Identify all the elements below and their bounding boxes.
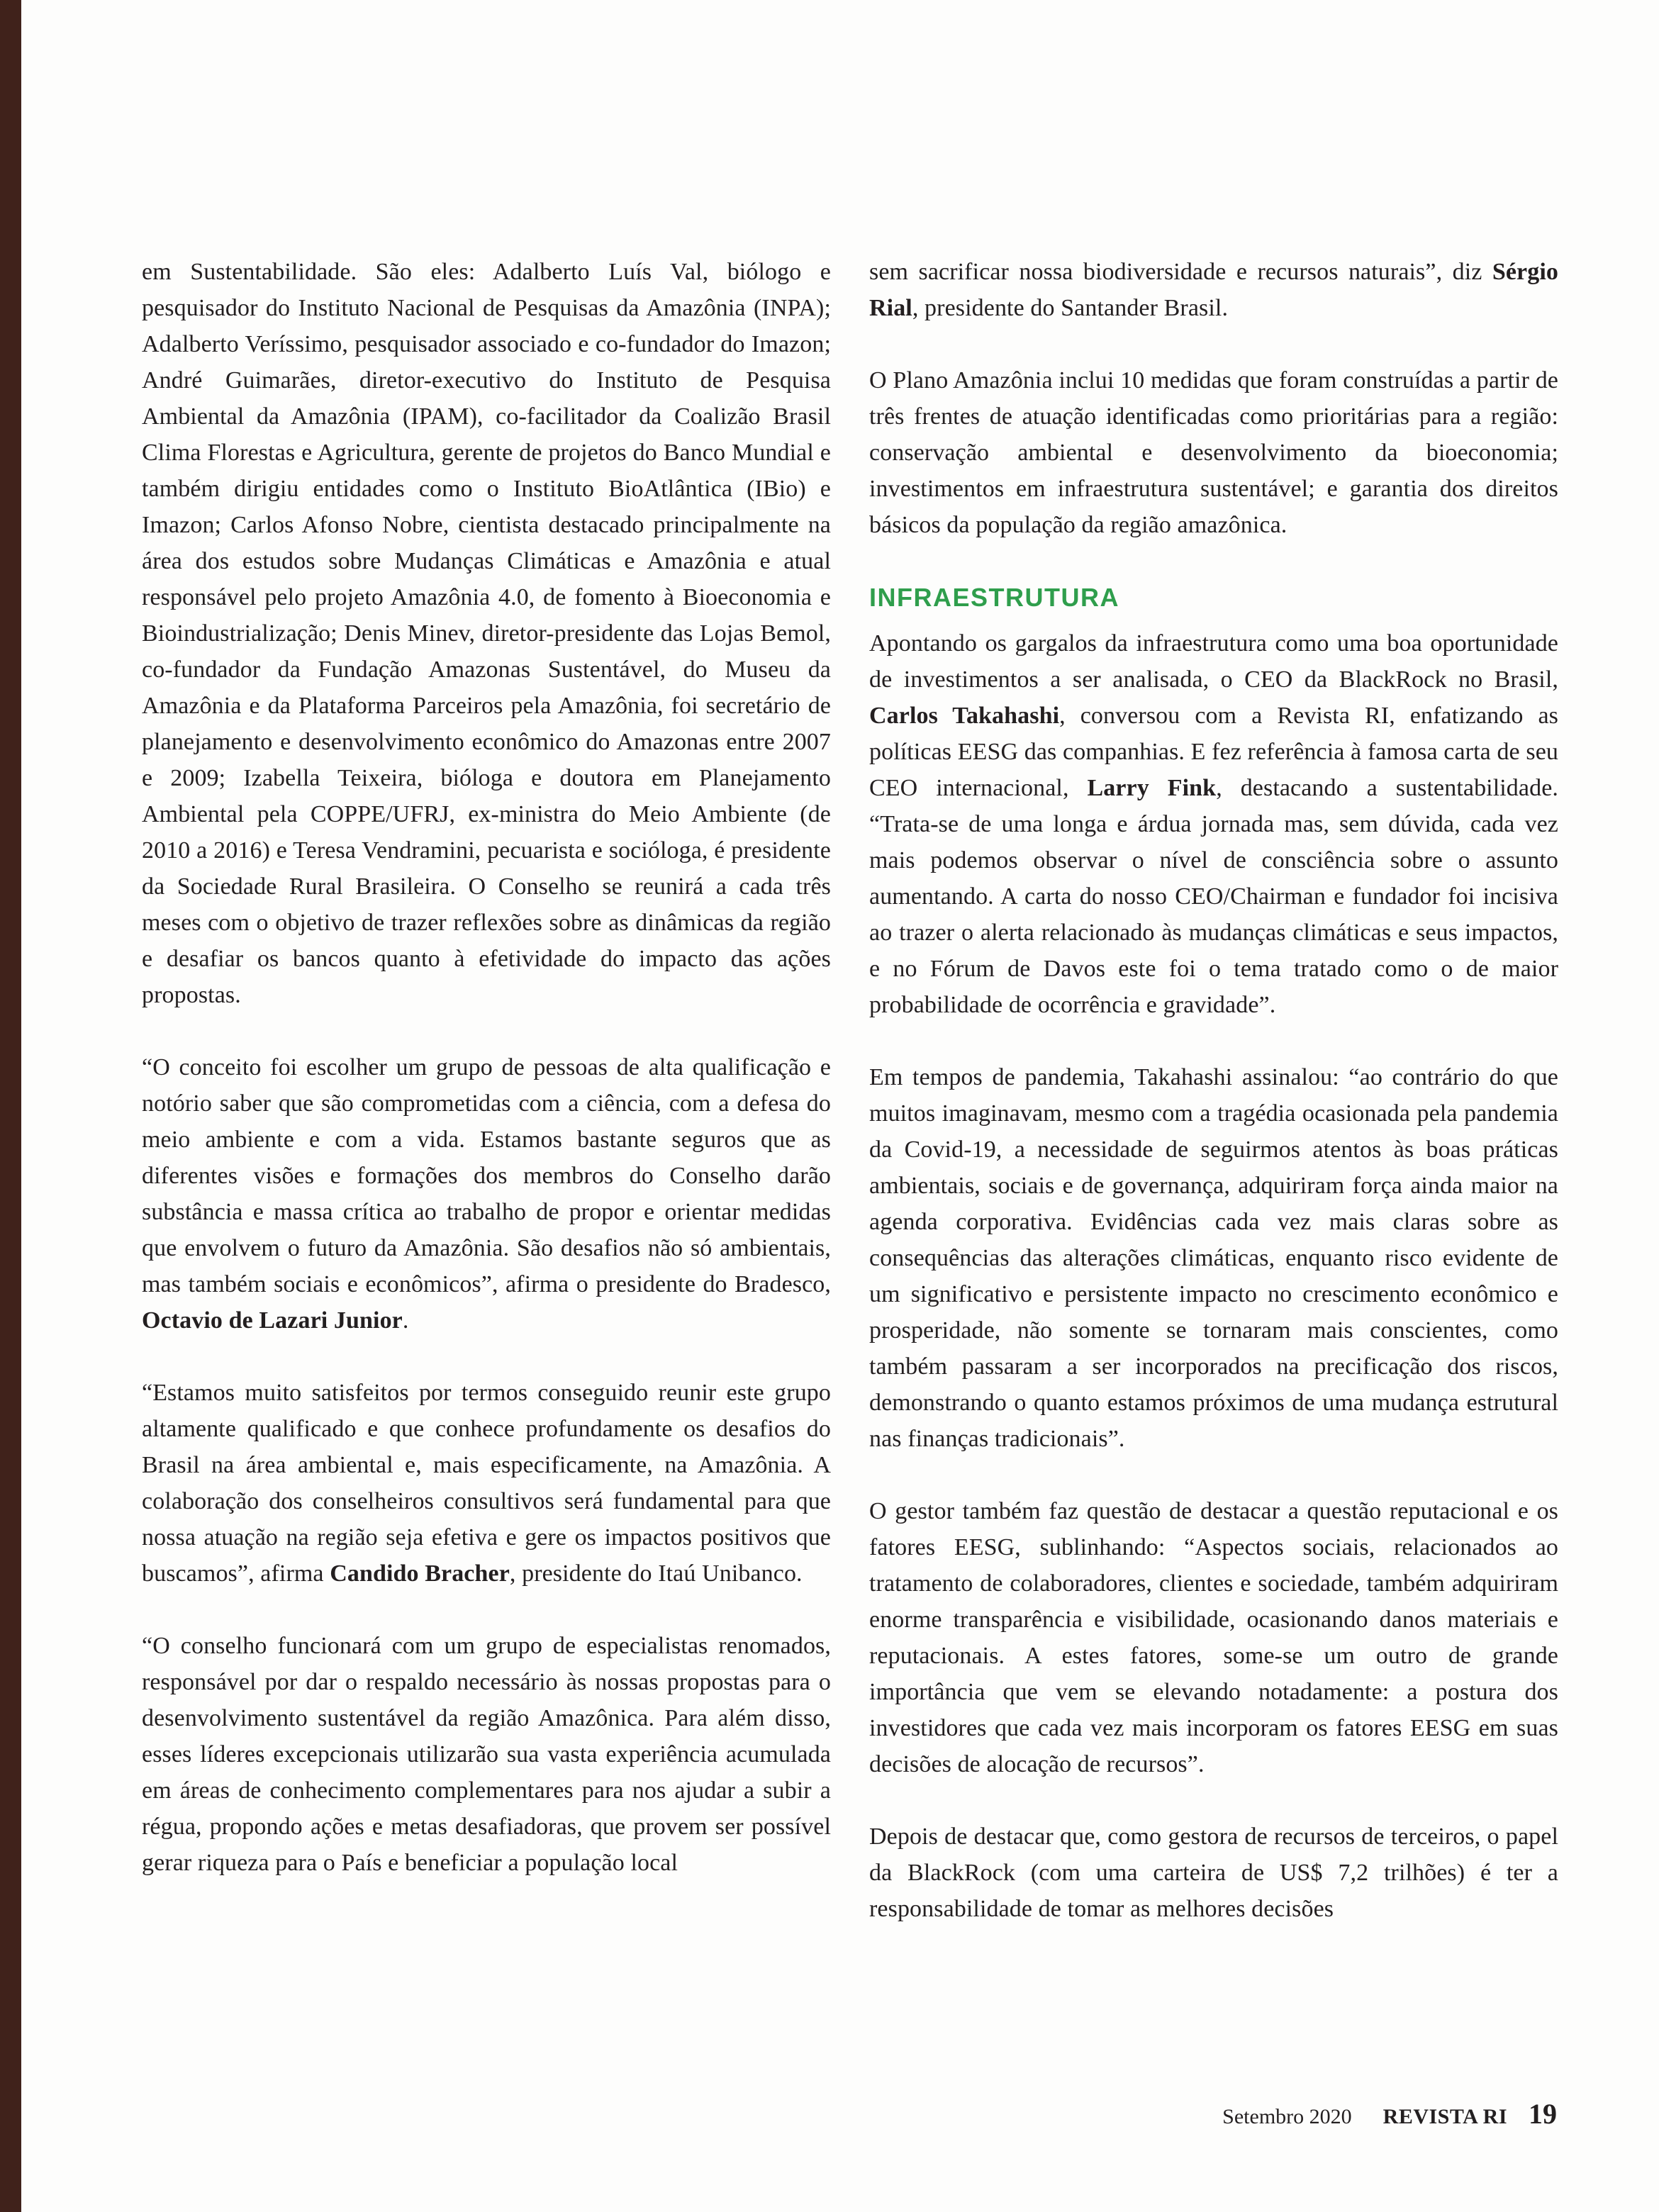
footer-date: Setembro 2020: [1222, 2105, 1352, 2128]
section-heading-infraestrutura: INFRAESTRUTURA: [869, 583, 1119, 612]
text-column-left: [142, 254, 831, 1881]
footer-page-number: 19: [1529, 2098, 1557, 2130]
paragraph: em Sustentabilidade. São eles: Adalberto Luís Val, biólogo e pesquisador do Instituto Nacional de Pesquisas da Amazônia (INPA); Adalberto Veríssimo, pesquisador associado e co-fundador do Imazon; André Guimarães, diretor-executivo do Instituto de Pesquisa Ambiental da Amazônia (IPAM), co-facilitador da Coalizão Brasil Clima Florestas e Agricultura, gerente de projetos do Banco Mundial e também dirigiu entidades como o Instituto BioAtlântica (IBio) e Imazon; Carlos Afonso Nobre, cientista destacado principalmente na área dos estudos sobre Mudanças Climáticas e Amazônia e atual responsável pelo projeto Amazônia 4.0, de fomento à Bioeconomia e Bioindustrialização; Denis Minev, diretor-presidente das Lojas Bemol, co-fundador da Fundação Amazonas Sustentável, do Museu da Amazônia e da Plataforma Parceiros pela Amazônia, foi secretário de planejamento e desenvolvimento econômico do Amazonas entre 2007 e 2009; Izabella Teixeira, bióloga e doutora em Planejamento Ambiental pela COPPE/UFRJ, ex-ministra do Meio Ambiente (de 2010 a 2016) e Teresa Vendramini, pecuarista e socióloga, é presidente da Sociedade Rural Brasileira. O Conselho se reunirá a cada três meses com o objetivo de trazer reflexões sobre as dinâmicas da região e desafiar os bancos quanto à efetividade do impacto das ações propostas.: [142, 259, 831, 1008]
paragraph: O Plano Amazônia inclui 10 medidas que foram construídas a partir de três frentes de atuação identificadas como prioritárias para a região: conservação ambiental e desenvolvimento da bioeconomia; investimentos em infraestrutura sustentável; e garantia dos direitos básicos da população da região amazônica.: [869, 367, 1558, 538]
paragraph: “O conceito foi escolher um grupo de pessoas de alta qualificação e notório saber que são comprometidas com a ciência, com a defesa do meio ambiente e com a vida. Estamos bastante seguros que as diferentes visões e formações dos membros do Conselho darão substância e massa crítica ao trabalho de propor e orientar medidas que envolvem o futuro da Amazônia. São desafios não só ambientais, mas também sociais e econômicos”, afirma o presidente do Bradesco, Octavio de Lazari Junior.: [142, 1054, 831, 1334]
left-spine-bar: [0, 0, 21, 2212]
paragraph: Apontando os gargalos da infraestrutura como uma boa oportunidade de investimentos a ser analisada, o CEO da BlackRock no Brasil, Carlos Takahashi, conversou com a Revista RI, enfatizando as políticas EESG das companhias. E fez referência à famosa carta de seu CEO internacional, Larry Fink, destacando a sustentabilidade. “Trata-se de uma longa e árdua jornada mas, sem dúvida, cada vez mais podemos observar o nível de consciência sobre o assunto aumentando. A carta do nosso CEO/Chairman e fundador foi incisiva ao trazer o alerta relacionado às mudanças climáticas e seus impactos, e no Fórum de Davos este foi o tema tratado como o de maior probabilidade de ocorrência e gravidade”.: [869, 630, 1558, 1018]
paragraph: O gestor também faz questão de destacar a questão reputacional e os fatores EESG, sublinhando: “Aspectos sociais, relacionados ao tratamento de colaboradores, clientes e sociedade, também adquiriram enorme transparência e visibilidade, ocasionando danos materiais e reputacionais. A estes fatores, some-se um outro de grande importância que vem se elevando notadamente: a postura dos investidores que cada vez mais incorporam os fatores EESG em suas decisões de alocação de recursos”.: [869, 1498, 1558, 1777]
paragraph: “Estamos muito satisfeitos por termos conseguido reunir este grupo altamente qualificado e que conhece profundamente os desafios do Brasil na área ambiental e, mais especificamente, na Amazônia. A colaboração dos conselheiros consultivos será fundamental para que nossa atuação na região seja efetiva e gere os impactos positivos que buscamos”, afirma Candido Bracher, presidente do Itaú Unibanco.: [142, 1380, 831, 1587]
paragraph: Em tempos de pandemia, Takahashi assinalou: “ao contrário do que muitos imaginavam, mesmo com a tragédia ocasionada pela pandemia da Covid-19, a necessidade de seguirmos atentos às boas práticas ambientais, sociais e de governança, adquiriram força ainda maior na agenda corporativa. Evidências cada vez mais claras sobre as consequências das alterações climáticas, enquanto risco evidente de um significativo e persistente impacto no crescimento econômico e prosperidade, não somente se tornaram mais conscientes, como também passaram a ser incorporados na precificação dos riscos, demonstrando o quanto estamos próximos de uma mudança estrutural nas finanças tradicionais”.: [869, 1064, 1558, 1452]
text-column-right: [869, 254, 1558, 1927]
page-footer: [1222, 2097, 1557, 2130]
paragraph: Depois de destacar que, como gestora de recursos de terceiros, o papel da BlackRock (com uma carteira de US$ 7,2 trilhões) é ter a responsabilidade de tomar as melhores decisões: [869, 1823, 1558, 1922]
paragraph: “O conselho funcionará com um grupo de especialistas renomados, responsável por dar o respaldo necessário às nossas propostas para o desenvolvimento sustentável da região Amazônica. Para além disso, esses líderes excepcionais utilizarão sua vasta experiência acumulada em áreas de conhecimento complementares para nos ajudar a subir a régua, propondo ações e metas desafiadoras, que provem ser possível gerar riqueza para o País e beneficiar a população local: [142, 1633, 831, 1876]
footer-brand: REVISTA RI: [1382, 2105, 1507, 2128]
paragraph: sem sacrificar nossa biodiversidade e recursos naturais”, diz Sérgio Rial, presidente do Santander Brasil.: [869, 259, 1558, 321]
